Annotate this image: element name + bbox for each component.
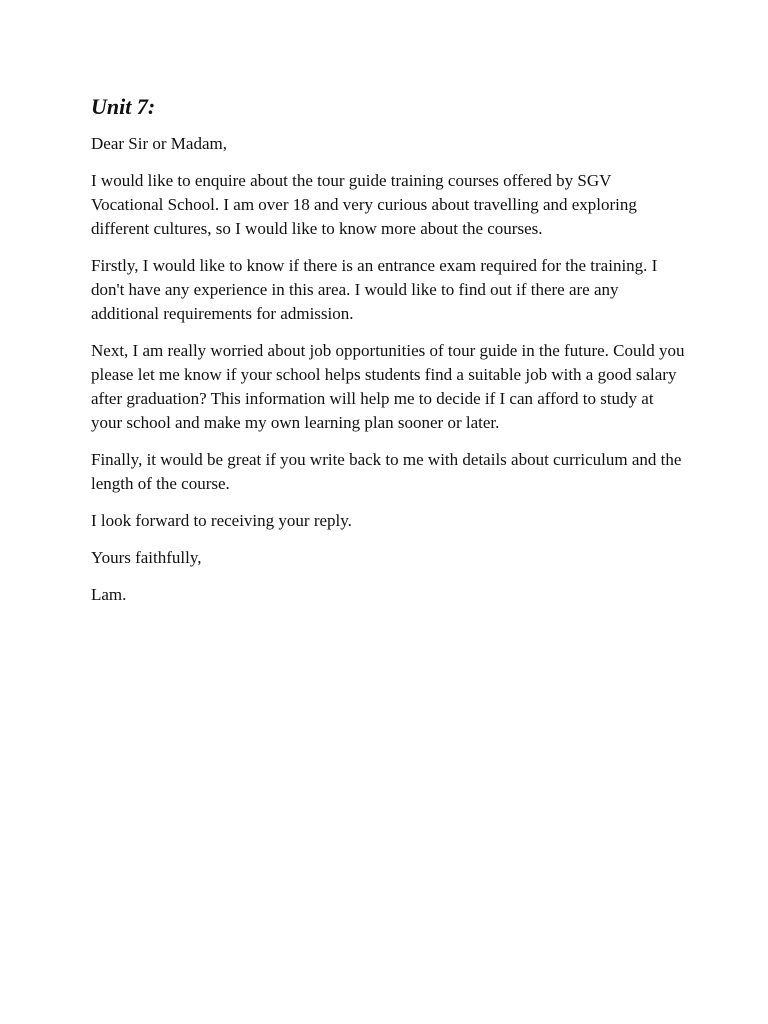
salutation: Dear Sir or Madam, (91, 134, 227, 153)
signature: Lam. (91, 585, 127, 604)
letter-body (91, 92, 687, 620)
paragraph-reply: I look forward to receiving your reply. (91, 511, 352, 530)
unit-heading: Unit 7: (91, 94, 156, 119)
paragraph-entrance-exam: Firstly, I would like to know if there is an entrance exam required for the training. I don't have any experience in this area. I would like to find out if there are any additional requirements for admission. (91, 256, 658, 323)
paragraph-curriculum: Finally, it would be great if you write back to me with details about curriculum and the length of the course. (91, 450, 682, 493)
paragraph-intro: I would like to enquire about the tour guide training courses offered by SGV Vocational School. I am over 18 and very curious about travelling and exploring different cultures, so I would like to know more about the courses. (91, 171, 637, 238)
closing: Yours faithfully, (91, 548, 202, 567)
paragraph-job-opportunities: Next, I am really worried about job opportunities of tour guide in the future. Could you please let me know if your school helps students find a suitable job with a good salary after graduation? This information will help me to decide if I can afford to study at your school and make my own learning plan sooner or later. (91, 341, 685, 432)
